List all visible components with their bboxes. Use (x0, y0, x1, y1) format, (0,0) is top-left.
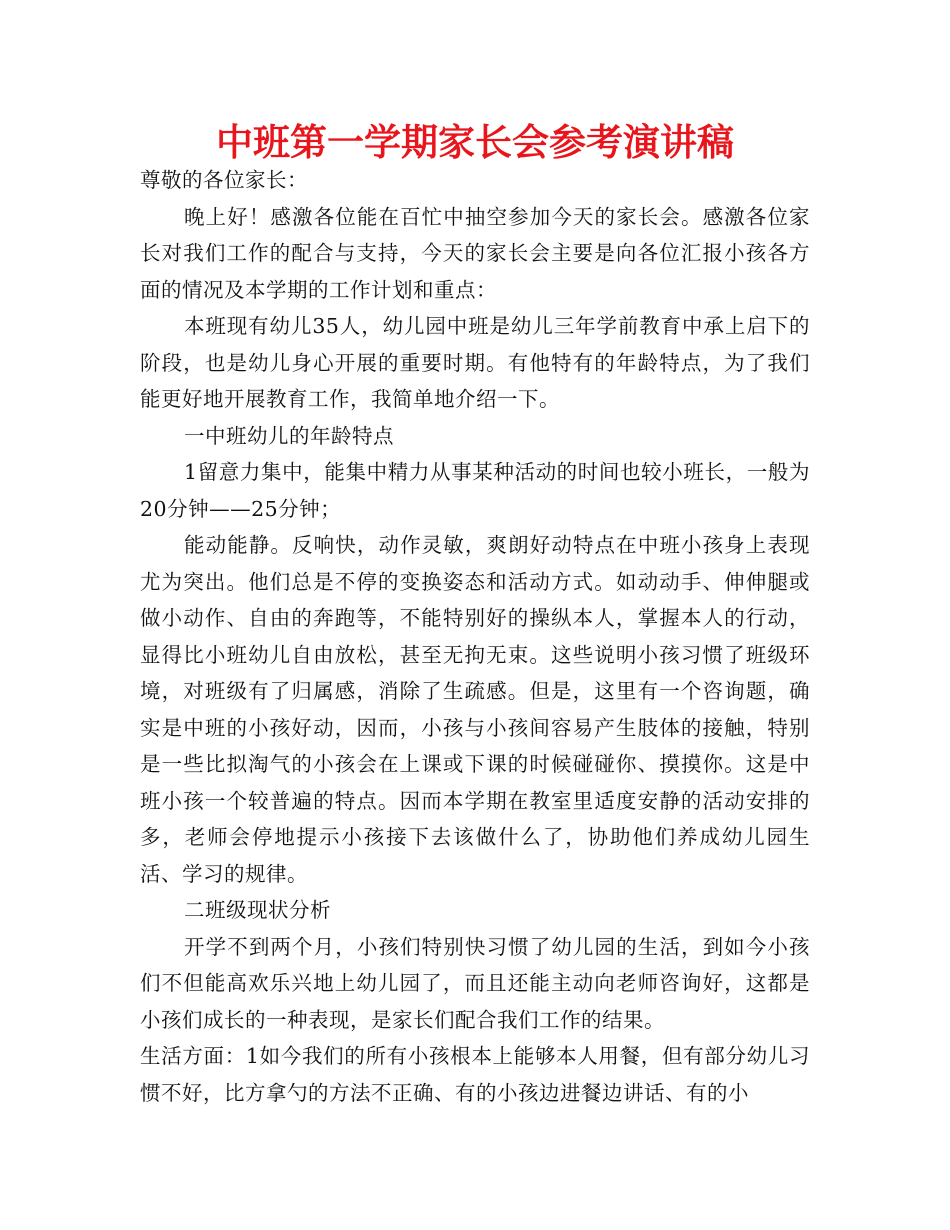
paragraph-greeting: 尊敬的各位家长： (140, 168, 308, 192)
document-body (140, 162, 810, 1111)
paragraph-adaptation: 开学不到两个月，小孩们特别快习惯了幼儿园的生活，到如今小孩们不但能高欢乐兴地上幼儿园了，而且还能主动向老师咨询好，这都是小孩们成长的一种表现，是家长们配合我们工作的结果。 (140, 934, 810, 1032)
paragraph-active-quiet: 能动能静。反响快，动作灵敏，爽朗好动特点在中班小孩身上表现尤为突出。他们总是不停的变换姿态和活动方式。如动动手、伸伸腿或做小动作、自由的奔跑等，不能特别好的操纵本人，掌握本人的行动，显得比小班幼儿自由放松，甚至无拘无束。这些说明小孩习惯了班级环境，对班级有了归属感，消除了生疏感。但是，这里有一个咨询题，确实是中班的小孩好动，因而，小孩与小孩间容易产生肢体的接触，特别是一些比拟淘气的小孩会在上课或下课的时候碰碰你、摸摸你。这是中班小孩一个较普遍的特点。因而本学期在教室里适度安静的活动安排的多，老师会停地提示小孩接下去该做什么了，协助他们养成幼儿园生活、学习的规律。 (140, 533, 810, 886)
section-heading-class-status: 二班级现状分析 (184, 898, 331, 922)
paragraph-opening: 晚上好！感激各位能在百忙中抽空参加今天的家长会。感激各位家长对我们工作的配合与支持，今天的家长会主要是向各位汇报小孩各方面的情况及本学期的工作计划和重点： (140, 204, 810, 302)
document-title: 中班第一学期家长会参考演讲稿 (216, 121, 734, 164)
paragraph-class-intro: 本班现有幼儿35人，幼儿园中班是幼儿三年学前教育中承上启下的阶段，也是幼儿身心开展的重要时期。有他特有的年龄特点，为了我们能更好地开展教育工作，我简单地介绍一下。 (140, 314, 810, 411)
paragraph-attention: 1留意力集中，能集中精力从事某种活动的时间也较小班长，一般为20分钟——25分钟； (140, 460, 810, 521)
paragraph-daily-life: 生活方面：1如今我们的所有小孩根本上能够本人用餐，但有部分幼儿习惯不好，比方拿勺的方法不正确、有的小孩边进餐边讲话、有的小 (140, 1044, 810, 1105)
section-heading-age-features: 一中班幼儿的年龄特点 (184, 423, 394, 448)
